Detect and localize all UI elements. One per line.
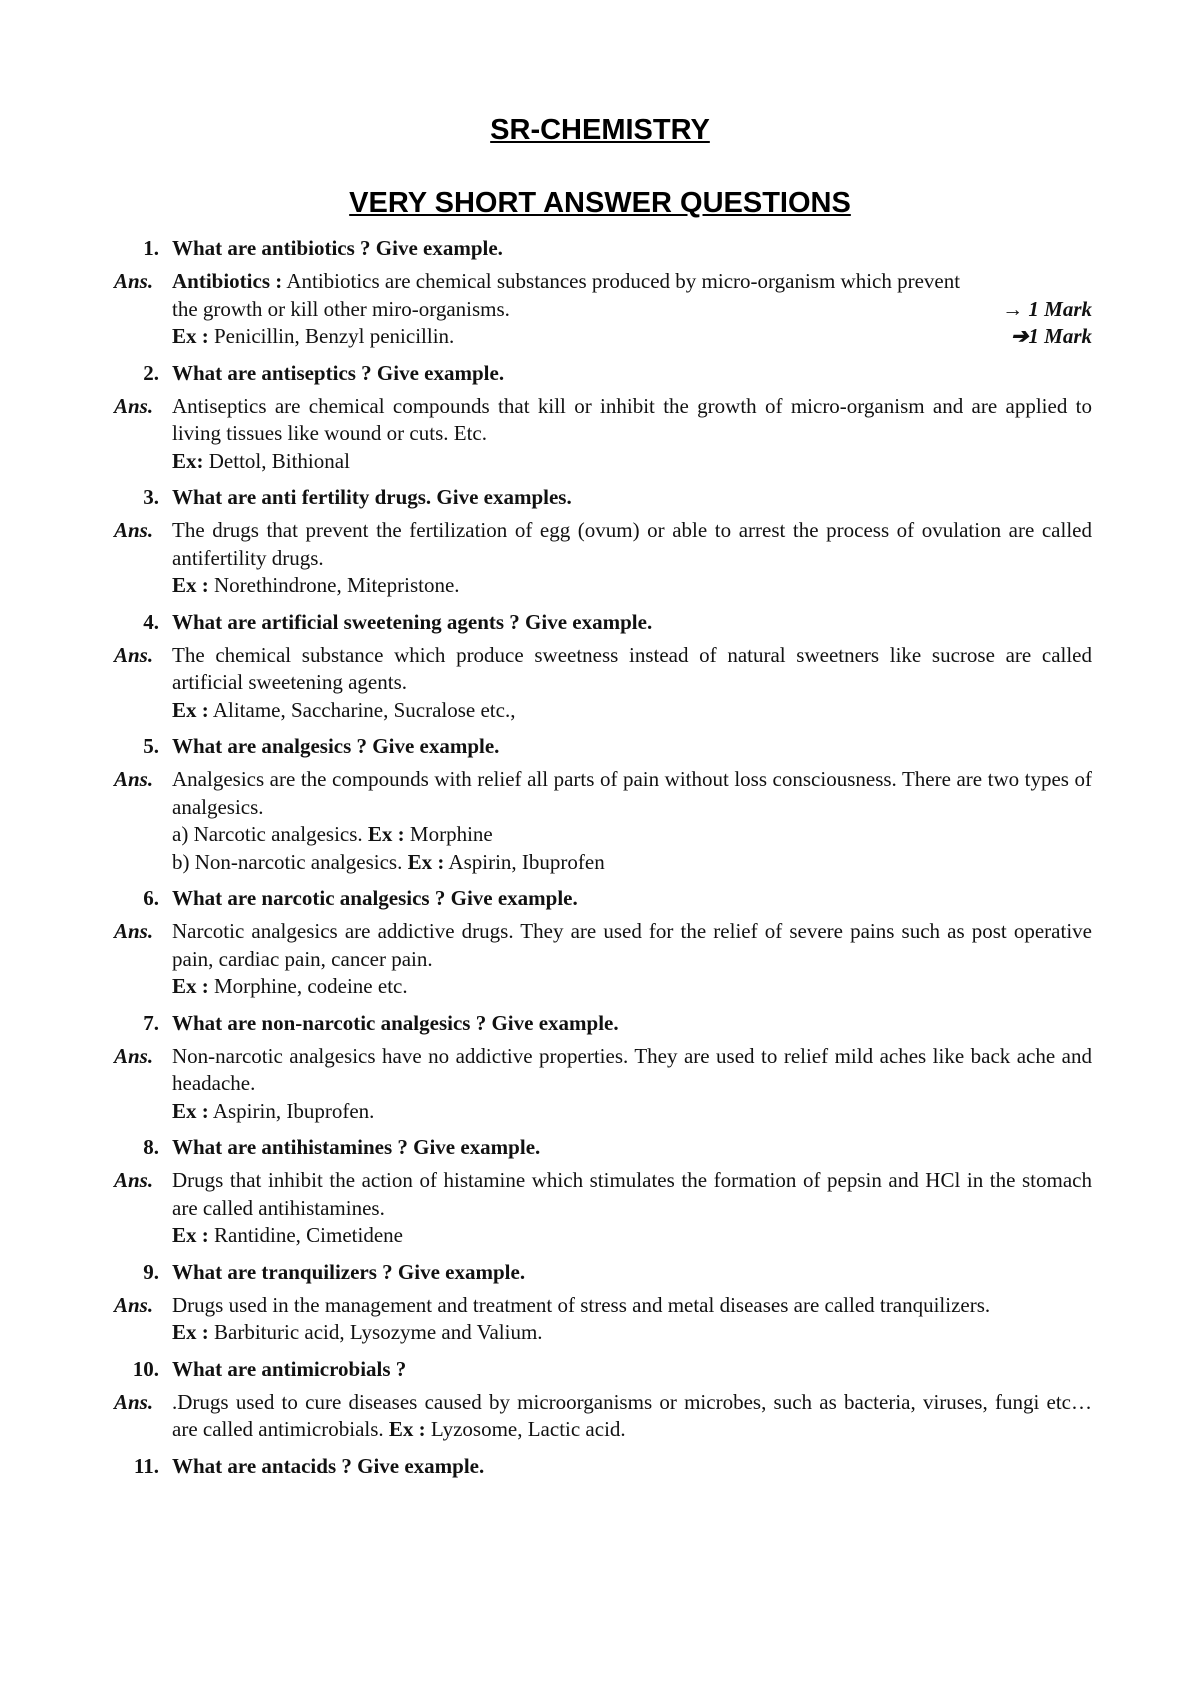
- example-text: Norethindrone, Mitepristone.: [208, 573, 460, 597]
- answer-label: Ans.: [114, 1292, 154, 1317]
- question-number: 6.: [143, 886, 159, 910]
- question-2: [0, 361, 1200, 389]
- answer-label: Ans.: [114, 767, 154, 791]
- question-text: What are antacids ? Give example.: [172, 1453, 485, 1478]
- example-label: Ex:: [172, 448, 204, 473]
- answer-text: Analgesics are the compounds with relief all parts of pain without loss consciousness. There are two types of analgesics.: [172, 767, 1092, 819]
- question-number: 3.: [143, 485, 159, 509]
- question-3: [0, 485, 1200, 513]
- answer-label: Ans.: [114, 1389, 154, 1414]
- example-text: Penicillin, Benzyl penicillin.: [208, 324, 455, 348]
- answer-9: [0, 1292, 1200, 1347]
- example-text: Dettol, Bithional: [203, 448, 350, 473]
- question-text: What are narcotic analgesics ? Give example.: [172, 886, 578, 910]
- answer-text: Narcotic analgesics are addictive drugs. They are used for the relief of severe pains such as post operative pain, cardiac pain, cancer pain.: [172, 919, 1092, 971]
- document-title: SR-CHEMISTRY: [490, 114, 710, 146]
- answer-2: [0, 393, 1200, 476]
- example-text: Lyzosome, Lactic acid.: [425, 1417, 626, 1441]
- answer-text: Drugs used in the management and treatment of stress and metal diseases are called tranquilizers.: [172, 1292, 991, 1317]
- question-number: 10.: [132, 1356, 159, 1381]
- example-label: Ex :: [367, 822, 405, 846]
- question-number: 4.: [143, 609, 159, 634]
- example-label: Ex :: [172, 324, 209, 348]
- answer-6: [0, 918, 1200, 1001]
- question-text: What are non-narcotic analgesics ? Give example.: [172, 1010, 619, 1035]
- example-text: Morphine, codeine etc.: [208, 974, 408, 998]
- question-1: [0, 236, 1200, 264]
- answer-text: .Drugs used to cure diseases caused by microorganisms or microbes, such as bacteria, viruses, fungi etc… are called antimicrobials.: [172, 1389, 1092, 1441]
- question-number: 7.: [143, 1010, 159, 1035]
- example-text: Rantidine, Cimetidene: [208, 1223, 403, 1247]
- answer-text: Antiseptics are chemical compounds that kill or inhibit the growth of micro-organism and are applied to living tissues like wound or cuts. Etc.: [172, 393, 1092, 445]
- answer-text: the growth or kill other miro-organisms.: [172, 296, 510, 321]
- list-item-b: b) Non-narcotic analgesics.: [172, 849, 408, 874]
- question-11: [0, 1454, 1200, 1482]
- question-number: 2.: [143, 360, 159, 385]
- answer-text: Non-narcotic analgesics have no addictive properties. They are used to relief mild aches like back ache and headache.: [172, 1043, 1092, 1095]
- answer-label: Ans.: [114, 518, 154, 542]
- term-label: Antibiotics :: [172, 269, 283, 293]
- example-text: Alitame, Saccharine, Sucralose etc.,: [208, 697, 516, 722]
- list-item-a: a) Narcotic analgesics.: [172, 822, 368, 846]
- answer-3: [0, 517, 1200, 600]
- question-text: What are antimicrobials ?: [172, 1356, 407, 1381]
- question-text: What are tranquilizers ? Give example.: [172, 1259, 526, 1284]
- example-label: Ex :: [172, 1098, 209, 1123]
- question-number: 1.: [143, 236, 159, 260]
- example-label: Ex :: [407, 849, 445, 874]
- mark-note: → 1 Mark: [1002, 296, 1092, 321]
- example-text: Aspirin, Ibuprofen.: [208, 1098, 375, 1123]
- question-number: 8.: [143, 1135, 159, 1159]
- example-label: Ex :: [172, 573, 209, 597]
- answer-5: [0, 766, 1200, 876]
- mark-note: ➔1 Mark: [1010, 324, 1092, 348]
- question-8: [0, 1135, 1200, 1163]
- example-label: Ex :: [172, 1320, 209, 1344]
- question-text: What are antihistamines ? Give example.: [172, 1135, 541, 1159]
- example-label: Ex :: [388, 1417, 426, 1441]
- answer-7: [0, 1043, 1200, 1126]
- answer-text: The chemical substance which produce sweetness instead of natural sweetners like sucrose are called artificial sweetening agents.: [172, 642, 1092, 694]
- answer-4: [0, 642, 1200, 725]
- answer-label: Ans.: [114, 642, 154, 667]
- question-number: 5.: [143, 734, 159, 758]
- example-label: Ex :: [172, 974, 209, 998]
- example-label: Ex :: [172, 1223, 209, 1247]
- answer-label: Ans.: [114, 269, 154, 293]
- question-text: What are analgesics ? Give example.: [172, 734, 500, 758]
- question-4: [0, 610, 1200, 638]
- question-number: 11.: [133, 1453, 159, 1478]
- question-text: What are anti fertility drugs. Give examples.: [172, 485, 572, 509]
- answer-text: The drugs that prevent the fertilization of egg (ovum) or able to arrest the process of ovulation are called antifertility drugs.: [172, 518, 1092, 570]
- section-heading: VERY SHORT ANSWER QUESTIONS: [349, 187, 851, 219]
- question-number: 9.: [143, 1259, 159, 1284]
- example-label: Ex :: [172, 697, 209, 722]
- answer-1: [0, 268, 1200, 351]
- question-text: What are antiseptics ? Give example.: [172, 360, 505, 385]
- answer-text: Drugs that inhibit the action of histamine which stimulates the formation of pepsin and HCl in the stomach are called antihistamines.: [172, 1168, 1092, 1220]
- question-5: [0, 734, 1200, 762]
- example-text: Barbituric acid, Lysozyme and Valium.: [208, 1320, 543, 1344]
- question-10: [0, 1357, 1200, 1385]
- question-7: [0, 1011, 1200, 1039]
- question-list: [0, 236, 1200, 1482]
- answer-text: Antibiotics are chemical substances produced by micro-organism which prevent: [282, 269, 961, 293]
- answer-10: [0, 1389, 1200, 1444]
- answer-label: Ans.: [114, 1168, 154, 1192]
- answer-label: Ans.: [114, 393, 154, 418]
- answer-8: [0, 1167, 1200, 1250]
- example-text: Aspirin, Ibuprofen: [444, 849, 605, 874]
- answer-label: Ans.: [114, 1043, 154, 1068]
- question-text: What are antibiotics ? Give example.: [172, 236, 503, 260]
- question-9: [0, 1260, 1200, 1288]
- question-6: [0, 886, 1200, 914]
- question-text: What are artificial sweetening agents ? Give example.: [172, 609, 653, 634]
- answer-label: Ans.: [114, 919, 154, 943]
- example-text: Morphine: [404, 822, 493, 846]
